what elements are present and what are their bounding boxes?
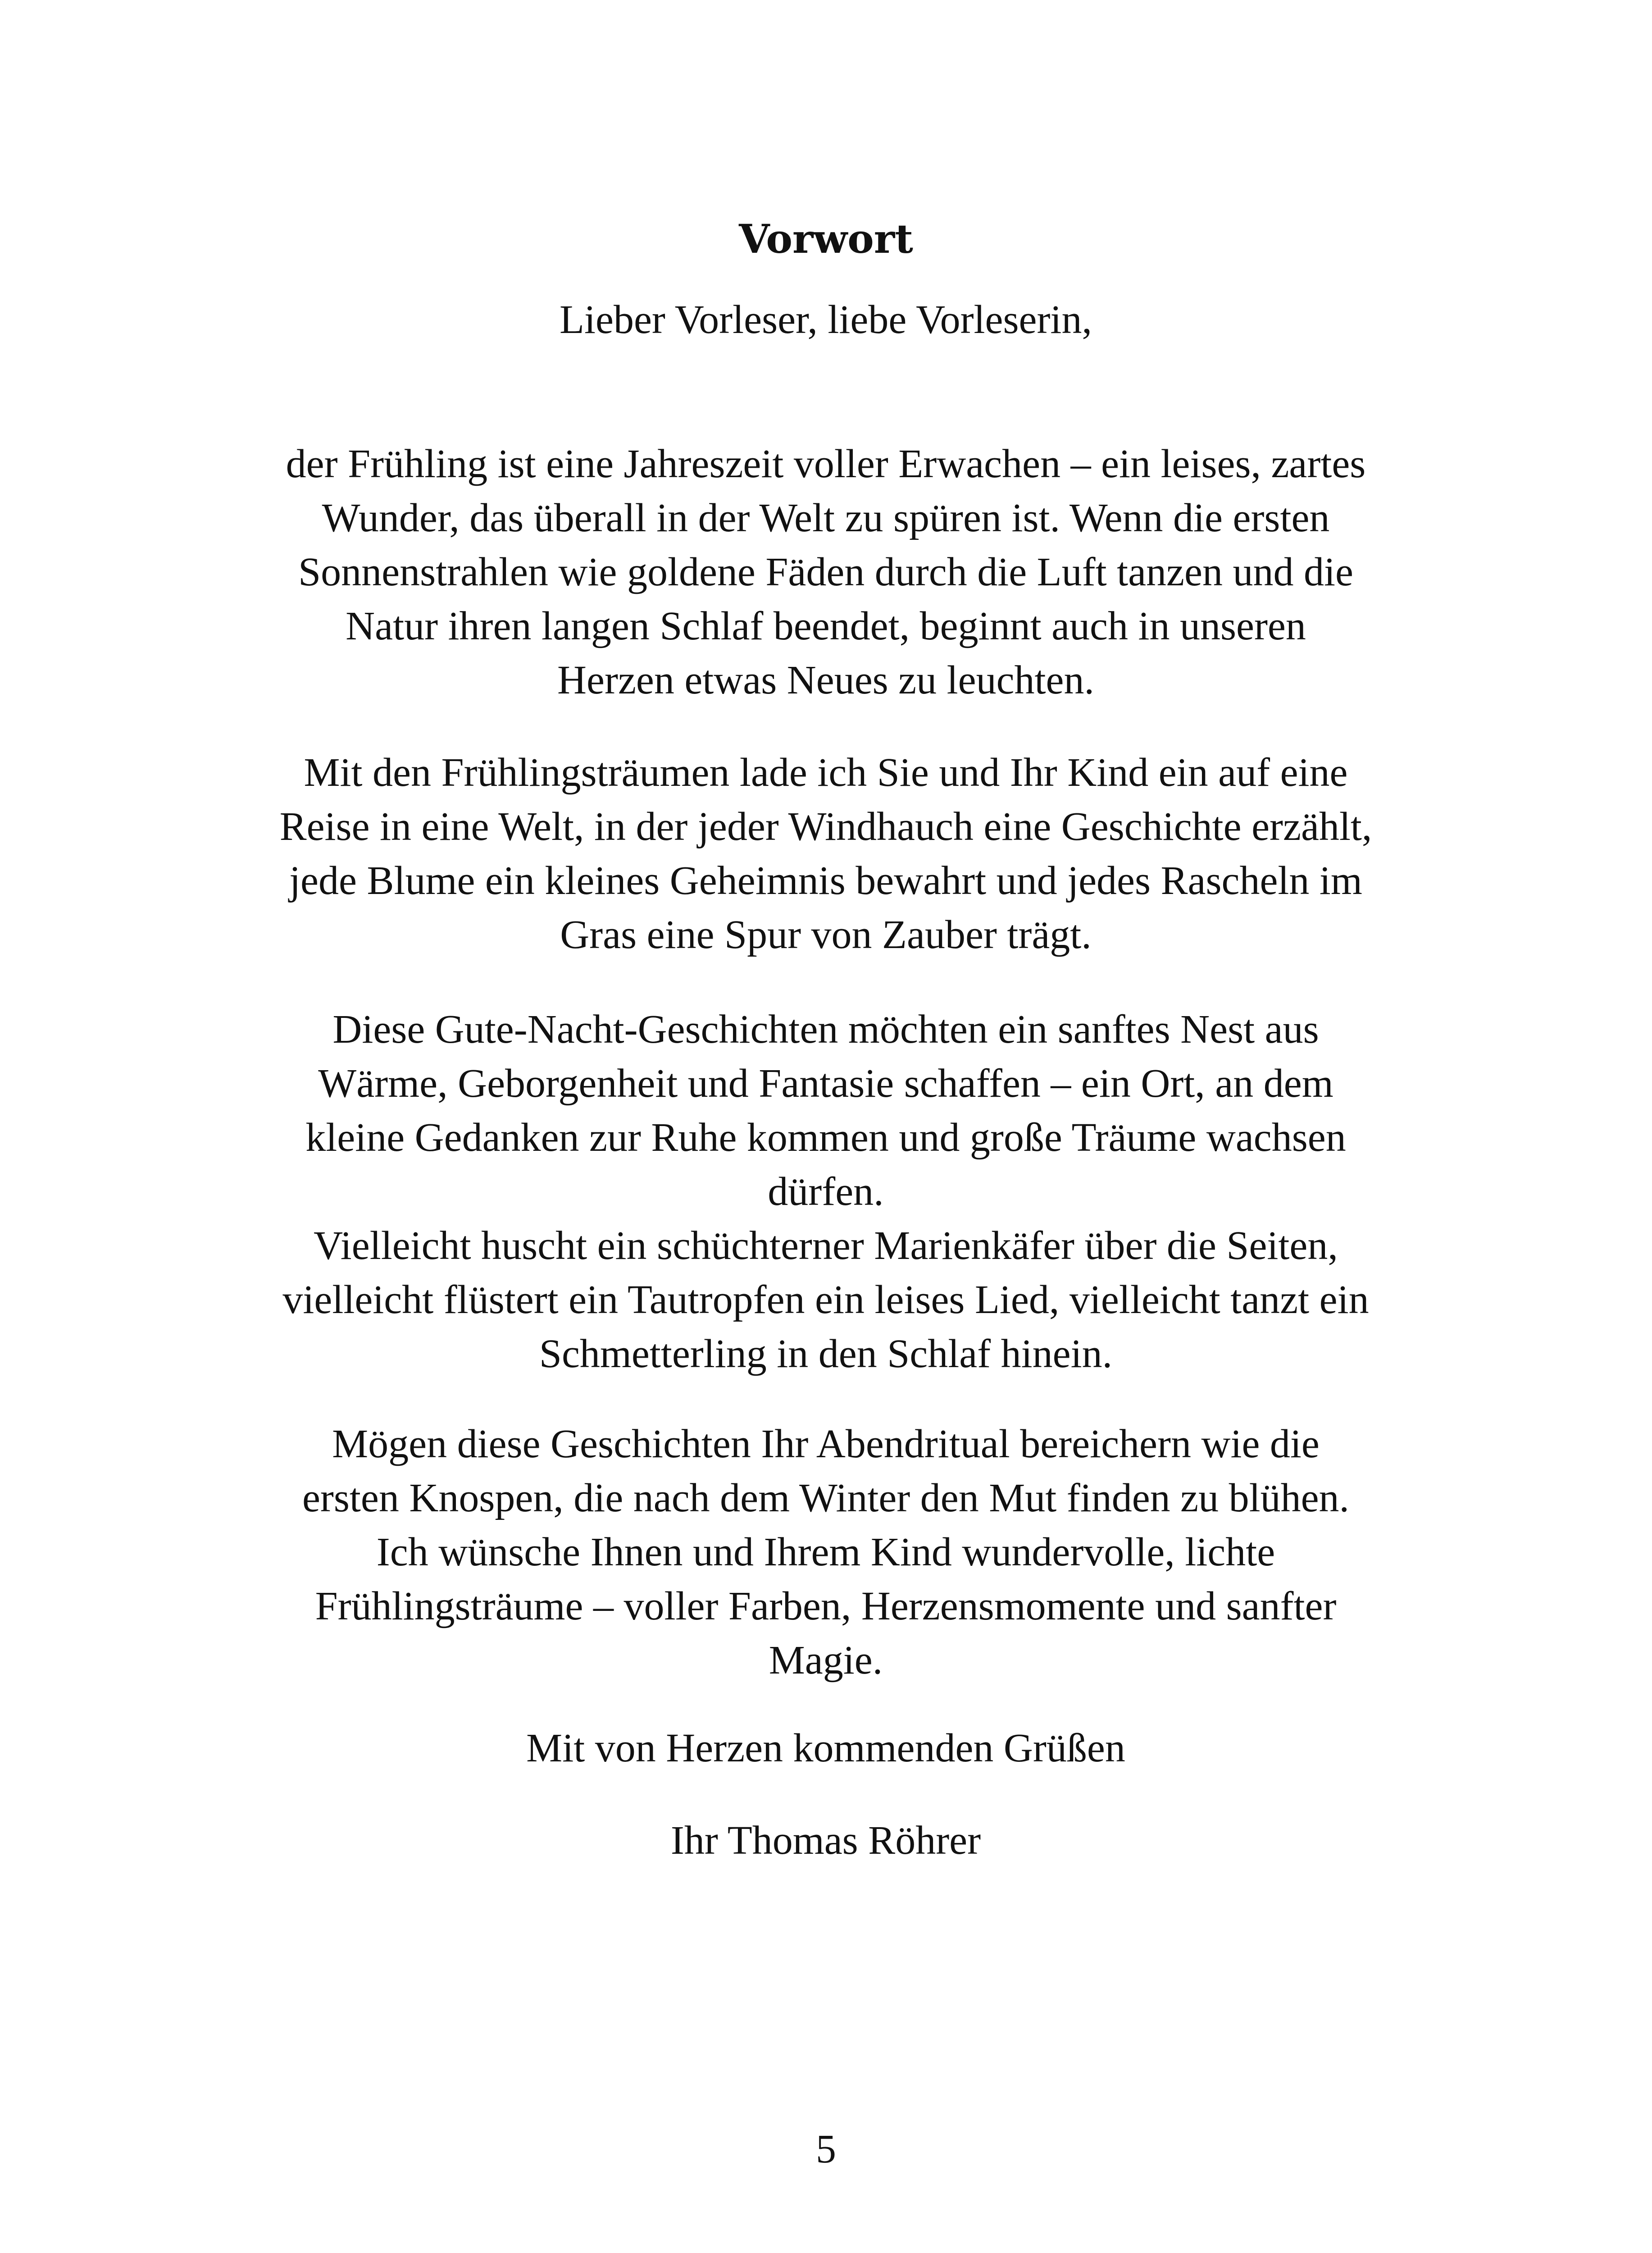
paragraph-line: Reise in eine Welt, in der jeder Windhauch eine Geschichte erzählt, xyxy=(279,804,1372,849)
paragraph-line: Ich wünsche Ihnen und Ihrem Kind wundervolle, lichte xyxy=(376,1530,1275,1574)
paragraph-line: dürfen. xyxy=(768,1169,884,1214)
paragraph-line: jede Blume ein kleines Geheimnis bewahrt und jedes Rascheln im xyxy=(289,858,1362,903)
paragraph-line: Mögen diese Geschichten Ihr Abendritual bereichern wie die xyxy=(332,1422,1320,1466)
paragraph-line: Wärme, Geborgenheit und Fantasie schaffen – ein Ort, an dem xyxy=(318,1061,1333,1106)
closing-line: Mit von Herzen kommenden Grüßen xyxy=(526,1726,1125,1770)
paragraph-line: Wunder, das überall in der Welt zu spüren ist. Wenn die ersten xyxy=(322,496,1330,540)
paragraph-line: Schmetterling in den Schlaf hinein. xyxy=(539,1332,1113,1376)
salutation: Lieber Vorleser, liebe Vorleserin, xyxy=(560,297,1092,342)
paragraph-2 xyxy=(173,746,1479,962)
paragraph-line: Natur ihren langen Schlaf beendet, beginnt auch in unseren xyxy=(346,604,1306,648)
page-title: Vorwort xyxy=(739,215,913,262)
paragraph-line: vielleicht flüstert ein Tautropfen ein leises Lied, vielleicht tanzt ein xyxy=(282,1277,1369,1322)
paragraph-line: Mit den Frühlingsträumen lade ich Sie und Ihr Kind ein auf eine xyxy=(304,750,1348,795)
paragraph-line: Vielleicht huscht ein schüchterner Marienkäfer über die Seiten, xyxy=(314,1223,1338,1268)
paragraph-line: Magie. xyxy=(769,1638,883,1683)
page-number: 5 xyxy=(816,2127,836,2171)
signature: Ihr Thomas Röhrer xyxy=(670,1818,981,1863)
paragraph-3 xyxy=(173,1003,1479,1381)
paragraph-line: Frühlingsträume – voller Farben, Herzensmomente und sanfter xyxy=(315,1584,1337,1628)
paragraph-4 xyxy=(173,1417,1479,1687)
paragraph-line: kleine Gedanken zur Ruhe kommen und große Träume wachsen xyxy=(305,1115,1346,1160)
paragraph-line: Diese Gute-Nacht-Geschichten möchten ein sanftes Nest aus xyxy=(332,1007,1319,1052)
paragraph-1 xyxy=(173,437,1479,707)
paragraph-line: Herzen etwas Neues zu leuchten. xyxy=(557,658,1094,702)
paragraph-line: Sonnenstrahlen wie goldene Fäden durch die Luft tanzen und die xyxy=(298,550,1353,594)
paragraph-line: der Frühling ist eine Jahreszeit voller Erwachen – ein leises, zartes xyxy=(286,442,1366,486)
paragraph-line: Gras eine Spur von Zauber trägt. xyxy=(560,912,1092,957)
paragraph-line: ersten Knospen, die nach dem Winter den Mut finden zu blühen. xyxy=(302,1476,1350,1520)
